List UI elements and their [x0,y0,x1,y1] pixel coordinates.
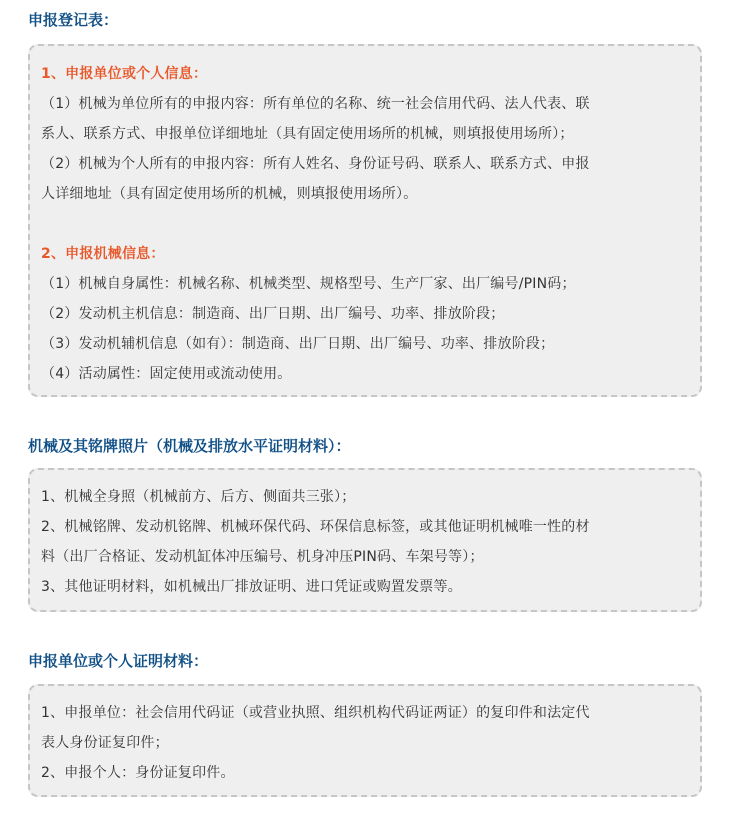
text-line: 表人身份证复印件； [41,735,169,751]
text-line: 1、申报单位：社会信用代码证（或营业执照、组织机构代码证两证）的复印件和法定代 [41,705,590,721]
text-line: （1）机械自身属性：机械名称、机械类型、规格型号、生产厂家、出厂编号/PIN码； [41,276,576,292]
heading-machinery-info: 2、申报机械信息： [41,246,165,262]
text-line: 1、机械全身照（机械前方、后方、侧面共三张）； [41,489,356,505]
section-title-registration-form: 申报登记表： [28,11,119,29]
text-line: 2、申报个人：身份证复印件。 [41,765,235,781]
section-title-applicant-proof: 申报单位或个人证明材料： [28,652,209,670]
section-title-machinery-photos: 机械及其铭牌照片（机械及排放水平证明材料）： [28,437,351,455]
text-line: 料（出厂合格证、发动机缸体冲压编号、机身冲压PIN码、车架号等）； [41,549,484,565]
text-line: （2）发动机主机信息：制造商、出厂日期、出厂编号、功率、排放阶段； [41,306,505,322]
text-line: 3、其他证明材料，如机械出厂排放证明、进口凭证或购置发票等。 [41,579,462,595]
text-line: （4）活动属性：固定使用或流动使用。 [41,366,292,382]
text-line: 2、机械铭牌、发动机铭牌、机械环保代码、环保信息标签，或其他证明机械唯一性的材 [41,519,590,535]
applicant-proof-box [28,684,702,797]
machinery-photos-box [28,468,702,612]
blank-line [41,209,694,239]
text-line: 人详细地址（具有固定使用场所的机械，则填报使用场所）。 [41,186,418,202]
text-line: 系人、联系方式、申报单位详细地址（具有固定使用场所的机械，则填报使用场所）； [41,126,574,142]
text-line: （2）机械为个人所有的申报内容：所有人姓名、身份证号码、联系人、联系方式、申报 [41,156,590,172]
text-line: （1）机械为单位所有的申报内容：所有单位的名称、统一社会信用代码、法人代表、联 [41,96,590,112]
registration-info-box [28,44,702,397]
text-line: （3）发动机辅机信息（如有）：制造商、出厂日期、出厂编号、功率、排放阶段； [41,336,555,352]
heading-applicant-info: 1、申报单位或个人信息： [41,66,208,82]
